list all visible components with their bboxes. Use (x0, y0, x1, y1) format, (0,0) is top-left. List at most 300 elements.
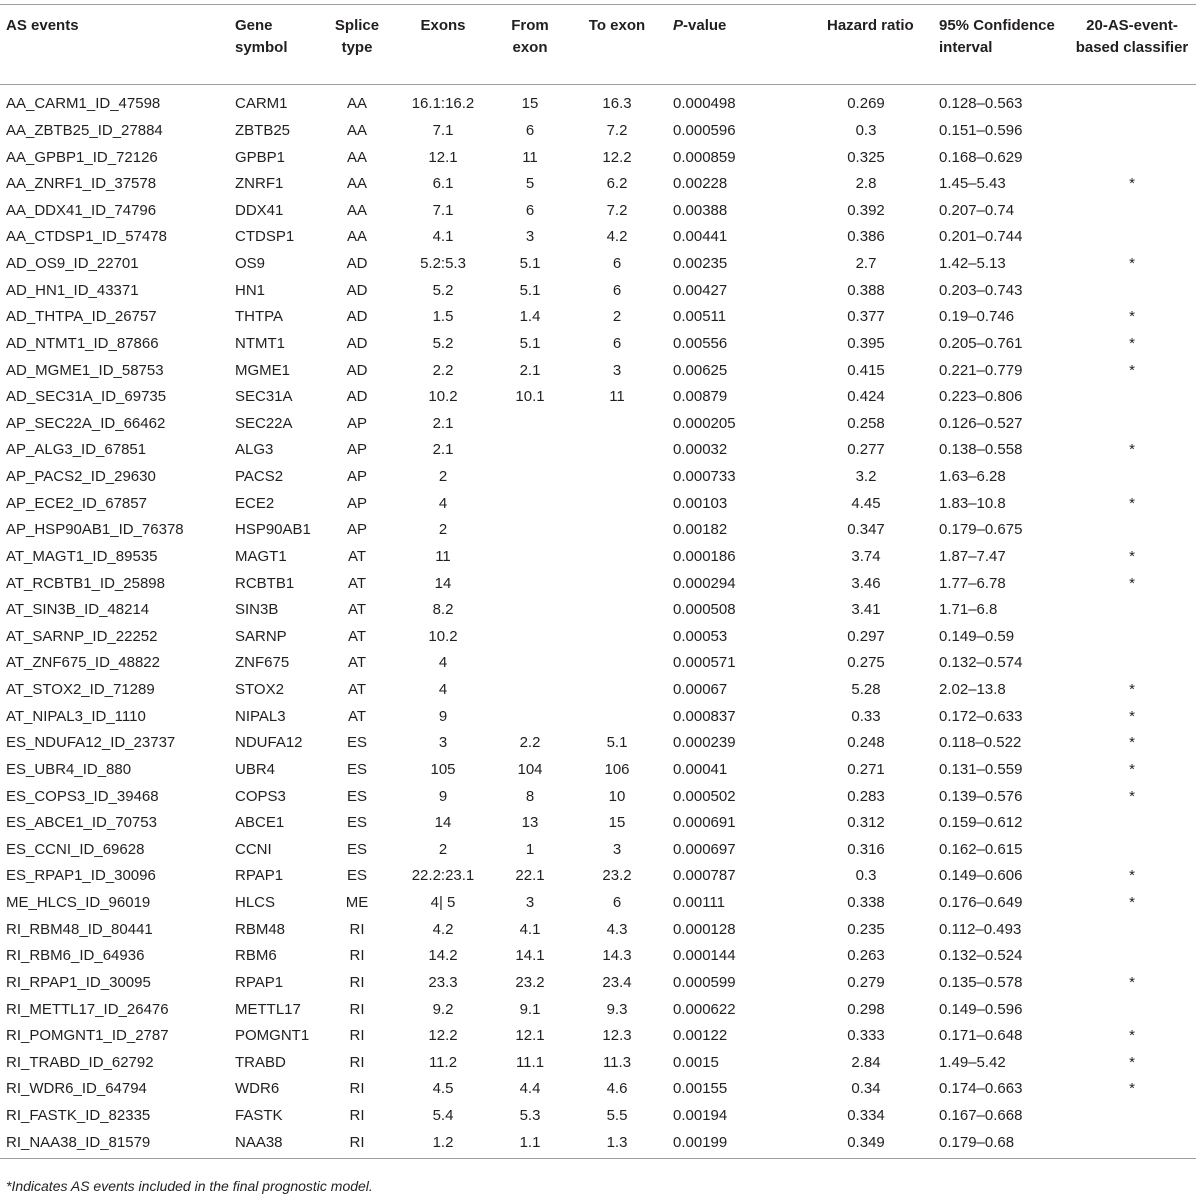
cell-splice-type: AT (347, 627, 367, 645)
cell-as-event: AT_STOX2_ID_71289 (6, 681, 155, 699)
cell-confidence-interval: 0.201–0.744 (939, 228, 1023, 246)
cell-exons: 2.1 (432, 414, 454, 432)
cell-from-exon: 23.2 (515, 973, 545, 991)
cell-classifier (1068, 517, 1196, 544)
cell-confidence-interval: 0.149–0.606 (939, 867, 1023, 885)
table-row (0, 1076, 1196, 1103)
table-row (0, 996, 1196, 1023)
cell-hazard-ratio: 0.424 (847, 388, 885, 406)
cell-classifier: * (1129, 734, 1135, 752)
header-to-exon: To exon (573, 5, 661, 85)
cell-gene-symbol: OS9 (235, 255, 266, 273)
cell-splice-type: AA (346, 148, 367, 166)
cell-to-exon (573, 464, 661, 491)
cell-gene-symbol: NAA38 (217, 1129, 315, 1158)
cell-splice-type: AD (346, 308, 368, 326)
cell-p-value: 0.00067 (673, 681, 728, 699)
cell-p-value: 0.000859 (673, 148, 736, 166)
cell-p-value: 0.000837 (673, 707, 736, 725)
cell-from-exon (487, 490, 573, 517)
cell-confidence-interval: 0.149–0.59 (939, 627, 1015, 645)
cell-confidence-interval: 2.02–13.8 (939, 681, 1006, 699)
cell-hazard-ratio: 0.338 (847, 894, 885, 912)
cell-classifier: * (1129, 494, 1135, 512)
table-row (0, 624, 1196, 651)
cell-classifier: * (1129, 1027, 1135, 1045)
cell-to-exon: 9.3 (606, 1000, 628, 1018)
cell-to-exon (573, 650, 661, 677)
cell-to-exon: 11.3 (602, 1053, 632, 1071)
cell-hazard-ratio: 0.377 (847, 308, 885, 326)
table-row (0, 411, 1196, 438)
cell-confidence-interval: 0.171–0.648 (939, 1027, 1023, 1045)
cell-exons: 14 (434, 574, 452, 592)
cell-confidence-interval: 0.138–0.558 (939, 441, 1023, 459)
cell-confidence-interval: 0.126–0.527 (939, 414, 1023, 432)
cell-confidence-interval: 0.179–0.68 (927, 1129, 1068, 1158)
table-body (0, 85, 1196, 1159)
cell-from-exon: 11.1 (515, 1053, 545, 1071)
cell-splice-type: AP (346, 494, 367, 512)
cell-exons: 8.2 (432, 601, 454, 619)
table-row (0, 677, 1196, 704)
cell-gene-symbol: WDR6 (235, 1080, 280, 1098)
cell-as-event: AP_ALG3_ID_67851 (6, 441, 147, 459)
cell-exons: 105 (430, 760, 456, 778)
cell-classifier (1068, 810, 1196, 837)
cell-exons: 23.3 (428, 973, 458, 991)
cell-p-value: 0.00103 (673, 494, 728, 512)
header-classifier: 20-AS-event-based classifier (1068, 5, 1196, 85)
cell-exons: 16.1:16.2 (411, 95, 475, 113)
cell-splice-type: RI (349, 1000, 365, 1018)
table-row (0, 118, 1196, 145)
cell-gene-symbol: RBM48 (235, 920, 286, 938)
table-row (0, 1023, 1196, 1050)
cell-confidence-interval: 0.139–0.576 (939, 787, 1023, 805)
cell-p-value: 0.000498 (673, 95, 736, 113)
cell-confidence-interval: 0.132–0.574 (939, 654, 1023, 672)
cell-as-event: AT_NIPAL3_ID_1110 (6, 707, 146, 725)
cell-exons: 10.2 (428, 388, 458, 406)
cell-to-exon: 7.2 (606, 121, 628, 139)
cell-as-event: AA_ZNRF1_ID_37578 (6, 175, 157, 193)
cell-splice-type: AD (346, 281, 368, 299)
cell-from-exon: 5.3 (519, 1107, 541, 1125)
cell-p-value: 0.00625 (673, 361, 728, 379)
cell-classifier (1068, 996, 1196, 1023)
cell-hazard-ratio: 0.298 (847, 1000, 885, 1018)
cell-hazard-ratio: 0.392 (847, 201, 885, 219)
cell-p-value: 0.00182 (673, 521, 728, 539)
cell-hazard-ratio: 0.386 (847, 228, 885, 246)
cell-to-exon: 5.1 (606, 734, 628, 752)
cell-splice-type: AD (346, 334, 368, 352)
cell-from-exon: 1.4 (519, 308, 541, 326)
cell-from-exon: 5.1 (519, 281, 541, 299)
cell-hazard-ratio: 0.275 (847, 654, 885, 672)
cell-splice-type: RI (349, 1053, 365, 1071)
cell-to-exon: 4.6 (606, 1080, 628, 1098)
cell-as-event: AD_HN1_ID_43371 (6, 281, 139, 299)
cell-from-exon: 3 (525, 894, 535, 912)
cell-from-exon (487, 517, 573, 544)
table-row (0, 171, 1196, 198)
header-p-rest: -value (683, 17, 727, 34)
cell-splice-type: ES (346, 760, 367, 778)
table-row (0, 384, 1196, 411)
cell-hazard-ratio: 0.235 (847, 920, 885, 938)
cell-from-exon: 5.1 (519, 255, 541, 273)
cell-from-exon: 2.2 (519, 734, 541, 752)
cell-from-exon (487, 677, 573, 704)
cell-to-exon: 3 (612, 361, 622, 379)
cell-confidence-interval: 0.162–0.615 (939, 840, 1023, 858)
cell-splice-type: AA (346, 201, 367, 219)
cell-gene-symbol: HLCS (235, 894, 276, 912)
cell-p-value: 0.000599 (673, 973, 736, 991)
cell-as-event: AT_SIN3B_ID_48214 (6, 601, 150, 619)
cell-confidence-interval: 1.71–6.8 (939, 601, 998, 619)
cell-exons: 12.2 (428, 1027, 458, 1045)
cell-exons: 7.1 (432, 201, 454, 219)
cell-classifier: * (1129, 681, 1135, 699)
cell-splice-type: AT (347, 574, 367, 592)
cell-p-value: 0.000186 (673, 547, 736, 565)
cell-from-exon: 1 (525, 840, 535, 858)
cell-p-value: 0.00122 (673, 1027, 728, 1045)
cell-to-exon (573, 544, 661, 571)
cell-classifier: * (1129, 973, 1135, 991)
cell-splice-type: AA (346, 228, 367, 246)
cell-as-event: ES_NDUFA12_ID_23737 (6, 734, 176, 752)
cell-from-exon: 6 (525, 121, 535, 139)
header-hazard-ratio: Hazard ratio (805, 5, 927, 85)
cell-as-event: AT_ZNF675_ID_48822 (6, 654, 160, 672)
cell-classifier: * (1129, 867, 1135, 885)
cell-exons: 14.2 (428, 947, 458, 965)
cell-exons: 5.2 (432, 334, 454, 352)
table-header (0, 5, 1196, 85)
cell-classifier: * (1129, 760, 1135, 778)
cell-as-event: AA_CARM1_ID_47598 (6, 95, 161, 113)
cell-classifier (1068, 85, 1196, 118)
cell-to-exon (573, 411, 661, 438)
cell-hazard-ratio: 0.3 (855, 121, 877, 139)
cell-classifier: * (1129, 547, 1135, 565)
cell-from-exon: 9.1 (519, 1000, 541, 1018)
cell-as-event: AA_CTDSP1_ID_57478 (6, 228, 167, 246)
as-events-table (0, 4, 1196, 1159)
cell-confidence-interval: 0.149–0.596 (939, 1000, 1023, 1018)
cell-as-event: RI_METTL17_ID_26476 (6, 1000, 169, 1018)
cell-classifier (1068, 837, 1196, 864)
cell-as-event: RI_RBM6_ID_64936 (6, 947, 145, 965)
cell-from-exon: 2.1 (519, 361, 541, 379)
table-row (0, 85, 1196, 118)
cell-to-exon: 5.5 (606, 1107, 628, 1125)
cell-hazard-ratio: 3.41 (851, 601, 881, 619)
cell-p-value: 0.00032 (673, 441, 728, 459)
cell-to-exon: 23.4 (602, 973, 632, 991)
table-row (0, 357, 1196, 384)
header-gene-symbol: Gene symbol (217, 5, 315, 85)
cell-p-value: 0.000294 (673, 574, 736, 592)
table-row (0, 703, 1196, 730)
cell-from-exon: 13 (521, 814, 539, 832)
cell-from-exon (487, 544, 573, 571)
cell-confidence-interval: 1.63–6.28 (939, 468, 1006, 486)
cell-splice-type: AD (346, 255, 368, 273)
cell-gene-symbol: GPBP1 (235, 148, 286, 166)
cell-exons: 9.2 (432, 1000, 454, 1018)
cell-splice-type: ES (346, 840, 367, 858)
cell-exons: 4 (438, 494, 448, 512)
cell-gene-symbol: HSP90AB1 (235, 521, 311, 539)
cell-classifier (1068, 1129, 1196, 1158)
cell-p-value: 0.00199 (661, 1129, 805, 1158)
table-row (0, 251, 1196, 278)
cell-confidence-interval: 1.83–10.8 (939, 494, 1006, 512)
cell-p-value: 0.000596 (673, 121, 736, 139)
cell-confidence-interval: 0.168–0.629 (939, 148, 1023, 166)
table-row (0, 810, 1196, 837)
cell-p-value: 0.00511 (673, 308, 727, 326)
table-row (0, 570, 1196, 597)
cell-gene-symbol: TRABD (235, 1053, 286, 1071)
cell-splice-type: ES (346, 814, 367, 832)
cell-gene-symbol: THTPA (235, 308, 284, 326)
cell-as-event: AD_MGME1_ID_58753 (6, 361, 164, 379)
cell-hazard-ratio: 0.297 (847, 627, 885, 645)
cell-gene-symbol: UBR4 (235, 760, 276, 778)
cell-splice-type: RI (349, 973, 365, 991)
cell-p-value: 0.000622 (673, 1000, 736, 1018)
cell-classifier: * (1129, 308, 1135, 326)
cell-as-event: AD_NTMT1_ID_87866 (6, 334, 159, 352)
cell-splice-type: AT (347, 547, 367, 565)
cell-gene-symbol: SIN3B (235, 601, 279, 619)
cell-hazard-ratio: 2.84 (851, 1053, 881, 1071)
table-row (0, 464, 1196, 491)
cell-gene-symbol: NIPAL3 (235, 707, 286, 725)
cell-confidence-interval: 0.132–0.524 (939, 947, 1023, 965)
cell-from-exon: 10.1 (515, 388, 545, 406)
cell-hazard-ratio: 0.283 (847, 787, 885, 805)
cell-from-exon: 4.4 (519, 1080, 541, 1098)
cell-gene-symbol: ECE2 (235, 494, 275, 512)
cell-to-exon: 106 (604, 760, 630, 778)
cell-gene-symbol: PACS2 (235, 468, 284, 486)
cell-p-value: 0.00155 (673, 1080, 728, 1098)
cell-as-event: AD_OS9_ID_22701 (6, 255, 139, 273)
cell-to-exon: 1.3 (573, 1129, 661, 1158)
cell-splice-type: AP (346, 414, 367, 432)
cell-confidence-interval: 0.203–0.743 (939, 281, 1023, 299)
cell-exons: 4 (438, 681, 448, 699)
table-row (0, 890, 1196, 917)
cell-splice-type: AT (347, 654, 367, 672)
cell-exons: 5.2 (432, 281, 454, 299)
cell-exons: 10.2 (428, 627, 458, 645)
cell-classifier (1068, 198, 1196, 225)
cell-hazard-ratio: 0.269 (847, 95, 885, 113)
header-confidence-interval: 95% Confidence interval (927, 5, 1068, 85)
header-exons: Exons (399, 5, 487, 85)
cell-exons: 1.2 (399, 1129, 487, 1158)
cell-splice-type: RI (349, 920, 365, 938)
cell-splice-type: ES (346, 734, 367, 752)
cell-gene-symbol: ABCE1 (235, 814, 285, 832)
cell-exons: 6.1 (432, 175, 454, 193)
cell-hazard-ratio: 0.334 (847, 1107, 885, 1125)
cell-p-value: 0.000239 (673, 734, 736, 752)
cell-confidence-interval: 0.221–0.779 (939, 361, 1023, 379)
cell-gene-symbol: MAGT1 (235, 547, 287, 565)
table-row (0, 490, 1196, 517)
footnote: *Indicates AS events included in the final prognostic model. (6, 1178, 373, 1194)
cell-to-exon: 7.2 (606, 201, 628, 219)
cell-gene-symbol: RBM6 (235, 947, 277, 965)
cell-as-event: RI_POMGNT1_ID_2787 (6, 1027, 169, 1045)
cell-classifier (1068, 118, 1196, 145)
cell-hazard-ratio: 0.388 (847, 281, 885, 299)
cell-from-exon: 5 (525, 175, 535, 193)
cell-gene-symbol: ZNF675 (235, 654, 290, 672)
cell-splice-type: RI (349, 1107, 365, 1125)
cell-gene-symbol: RCBTB1 (235, 574, 295, 592)
cell-confidence-interval: 1.42–5.13 (939, 255, 1006, 273)
cell-from-exon: 4.1 (519, 920, 541, 938)
cell-p-value: 0.00235 (673, 255, 728, 273)
table-row (0, 437, 1196, 464)
cell-to-exon: 12.3 (602, 1027, 632, 1045)
cell-classifier: * (1129, 1053, 1135, 1071)
cell-confidence-interval: 0.167–0.668 (939, 1107, 1023, 1125)
table-row (0, 277, 1196, 304)
cell-exons: 4.5 (432, 1080, 454, 1098)
table-row (0, 730, 1196, 757)
cell-exons: 7.1 (432, 121, 454, 139)
cell-hazard-ratio: 0.279 (847, 973, 885, 991)
cell-classifier (1068, 943, 1196, 970)
cell-p-value: 0.000733 (673, 468, 736, 486)
cell-splice-type: RI (349, 1027, 365, 1045)
cell-splice-type: AP (346, 521, 367, 539)
cell-to-exon (573, 490, 661, 517)
cell-splice-type: AA (346, 121, 367, 139)
cell-classifier (1068, 464, 1196, 491)
cell-exons: 1.5 (432, 308, 454, 326)
cell-gene-symbol: RPAP1 (235, 973, 284, 991)
cell-p-value: 0.000508 (673, 601, 736, 619)
cell-hazard-ratio: 0.395 (847, 334, 885, 352)
cell-p-value: 0.00041 (673, 760, 728, 778)
cell-from-exon: 6 (525, 201, 535, 219)
cell-p-value: 0.000144 (673, 947, 736, 965)
cell-confidence-interval: 0.131–0.559 (939, 760, 1023, 778)
cell-confidence-interval: 0.205–0.761 (939, 334, 1023, 352)
cell-classifier: * (1129, 574, 1135, 592)
cell-to-exon: 6 (612, 255, 622, 273)
cell-classifier (1068, 1103, 1196, 1130)
cell-confidence-interval: 0.176–0.649 (939, 894, 1023, 912)
cell-from-exon: 8 (525, 787, 535, 805)
cell-as-event: RI_RPAP1_ID_30095 (6, 973, 151, 991)
cell-gene-symbol: RPAP1 (235, 867, 284, 885)
cell-to-exon (573, 517, 661, 544)
header-p-value (661, 5, 805, 85)
cell-hazard-ratio: 0.316 (847, 840, 885, 858)
cell-as-event: ME_HLCS_ID_96019 (6, 894, 151, 912)
cell-classifier (1068, 384, 1196, 411)
cell-p-value: 0.00556 (673, 334, 728, 352)
table-row (0, 650, 1196, 677)
cell-as-event: ES_RPAP1_ID_30096 (6, 867, 156, 885)
cell-p-value: 0.000691 (673, 814, 736, 832)
cell-classifier (1068, 597, 1196, 624)
cell-exons: 12.1 (428, 148, 458, 166)
cell-as-event: AA_GPBP1_ID_72126 (6, 148, 158, 166)
cell-to-exon: 2 (612, 308, 622, 326)
cell-classifier: * (1129, 175, 1135, 193)
cell-hazard-ratio: 0.258 (847, 414, 885, 432)
cell-gene-symbol: CTDSP1 (235, 228, 295, 246)
cell-to-exon (573, 597, 661, 624)
cell-exons: 4 (438, 654, 448, 672)
cell-to-exon: 4.3 (606, 920, 628, 938)
cell-gene-symbol: METTL17 (235, 1000, 301, 1018)
cell-exons: 9 (438, 787, 448, 805)
cell-to-exon (573, 677, 661, 704)
table-row (0, 517, 1196, 544)
cell-hazard-ratio: 0.34 (851, 1080, 881, 1098)
cell-gene-symbol: NTMT1 (235, 334, 285, 352)
cell-as-event: AA_DDX41_ID_74796 (6, 201, 157, 219)
cell-exons: 4| 5 (430, 894, 456, 912)
cell-confidence-interval: 1.87–7.47 (939, 547, 1006, 565)
cell-hazard-ratio: 0.263 (847, 947, 885, 965)
cell-gene-symbol: SEC22A (235, 414, 293, 432)
cell-exons: 9 (438, 707, 448, 725)
cell-confidence-interval: 0.151–0.596 (939, 121, 1023, 139)
cell-splice-type: RI (349, 947, 365, 965)
cell-gene-symbol: CCNI (235, 840, 272, 858)
cell-exons: 2 (438, 840, 448, 858)
cell-p-value: 0.00194 (673, 1107, 728, 1125)
table-row (0, 597, 1196, 624)
cell-to-exon (573, 703, 661, 730)
cell-hazard-ratio: 5.28 (851, 681, 881, 699)
cell-splice-type: AD (346, 361, 368, 379)
cell-confidence-interval: 0.135–0.578 (939, 973, 1023, 991)
cell-p-value: 0.000128 (673, 920, 736, 938)
cell-to-exon: 12.2 (602, 148, 632, 166)
cell-classifier (1068, 277, 1196, 304)
cell-exons: 3 (438, 734, 448, 752)
cell-as-event: ES_UBR4_ID_880 (6, 760, 132, 778)
cell-splice-type: AT (347, 707, 367, 725)
cell-from-exon: 1.1 (487, 1129, 573, 1158)
table-row (0, 1050, 1196, 1077)
header-splice-type: Splice type (315, 5, 399, 85)
cell-exons: 2 (438, 468, 448, 486)
cell-as-event: ES_ABCE1_ID_70753 (6, 814, 157, 832)
cell-p-value: 0.00388 (673, 201, 728, 219)
header-p-italic: P (673, 17, 684, 34)
cell-hazard-ratio: 0.347 (847, 521, 885, 539)
cell-splice-type: RI (315, 1129, 399, 1158)
